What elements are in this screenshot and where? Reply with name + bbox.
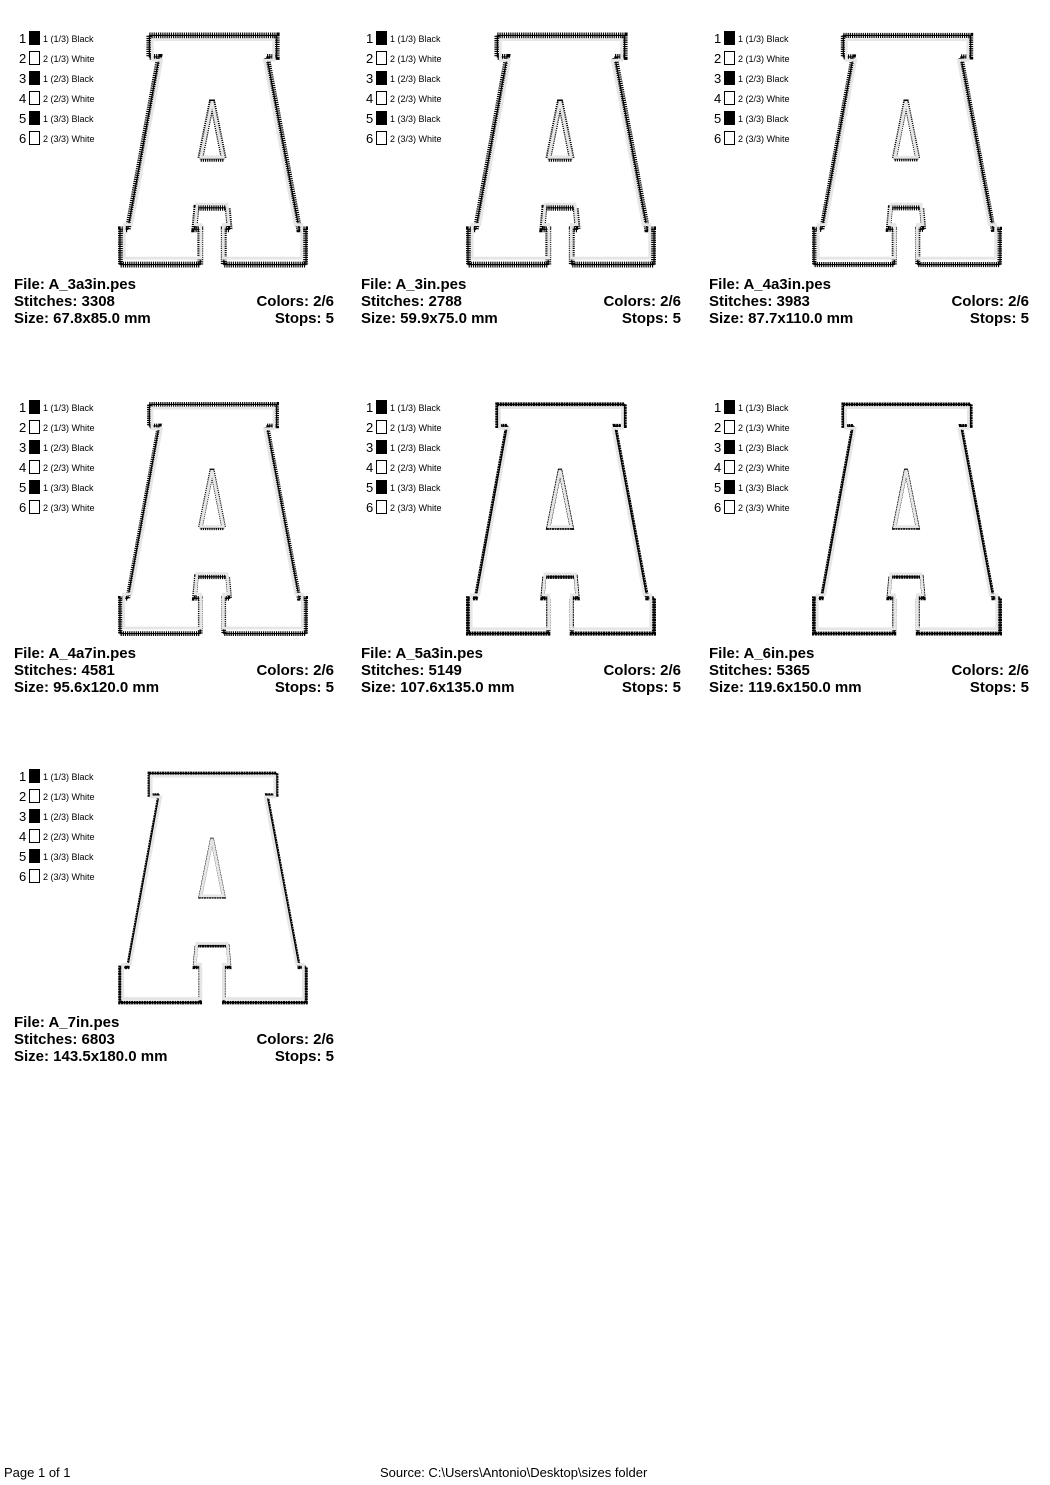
color-count: Colors: 2/6 <box>603 293 681 310</box>
stitch-count: Stitches: 5365 <box>709 662 810 679</box>
color-swatch-black <box>724 440 735 454</box>
design-card <box>14 768 344 1098</box>
legend-number: 1 <box>714 400 722 415</box>
stitch-count: Stitches: 3308 <box>14 293 115 310</box>
design-info <box>14 276 334 327</box>
legend-number: 6 <box>714 131 722 146</box>
legend-label: 2 (3/3) White <box>738 134 790 144</box>
file-name: File: A_7in.pes <box>14 1014 120 1031</box>
color-swatch-white <box>29 500 40 514</box>
stop-count: Stops: 5 <box>969 679 1029 696</box>
legend-number: 5 <box>19 111 27 126</box>
color-swatch-white <box>724 51 735 65</box>
letter-a-icon <box>466 399 656 639</box>
legend-label: 2 (3/3) White <box>390 134 442 144</box>
info-row <box>14 662 334 679</box>
color-swatch-black <box>724 480 735 494</box>
legend-number: 5 <box>19 480 27 495</box>
stitch-count: Stitches: 6803 <box>14 1031 115 1048</box>
legend-label: 2 (1/3) White <box>43 423 95 433</box>
legend-label: 2 (1/3) White <box>43 54 95 64</box>
color-count: Colors: 2/6 <box>256 662 334 679</box>
legend-number: 4 <box>714 460 722 475</box>
legend-number: 3 <box>19 809 27 824</box>
legend-label: 1 (1/3) Black <box>43 403 94 413</box>
color-swatch-white <box>29 460 40 474</box>
color-count: Colors: 2/6 <box>951 662 1029 679</box>
design-info <box>14 645 334 696</box>
color-swatch-black <box>724 71 735 85</box>
legend-number: 3 <box>19 71 27 86</box>
design-card <box>361 399 691 729</box>
legend-number: 4 <box>366 460 374 475</box>
design-card <box>14 399 344 729</box>
stop-count: Stops: 5 <box>621 310 681 327</box>
legend-number: 1 <box>19 769 27 784</box>
legend-label: 1 (3/3) Black <box>738 114 789 124</box>
legend-number: 4 <box>19 91 27 106</box>
info-row <box>14 1031 334 1048</box>
letter-outline <box>814 35 1000 264</box>
info-row <box>14 1048 334 1065</box>
design-size: Size: 95.6x120.0 mm <box>14 679 160 696</box>
design-card <box>709 399 1039 729</box>
file-name: File: A_6in.pes <box>709 645 815 662</box>
color-swatch-black <box>29 400 40 414</box>
legend-label: 2 (3/3) White <box>43 503 95 513</box>
design-size: Size: 119.6x150.0 mm <box>709 679 862 696</box>
stitch-count: Stitches: 4581 <box>14 662 115 679</box>
color-count: Colors: 2/6 <box>256 293 334 310</box>
legend-label: 1 (2/3) Black <box>738 443 789 453</box>
legend-label: 1 (2/3) Black <box>738 74 789 84</box>
design-info <box>709 276 1029 327</box>
legend-label: 1 (3/3) Black <box>43 852 94 862</box>
info-row <box>14 679 334 696</box>
color-count: Colors: 2/6 <box>951 293 1029 310</box>
info-row <box>709 679 1029 696</box>
page-number: Page 1 of 1 <box>4 1465 71 1480</box>
design-size: Size: 107.6x135.0 mm <box>361 679 515 696</box>
color-swatch-white <box>29 829 40 843</box>
letter-outline <box>120 35 306 264</box>
legend-label: 1 (1/3) Black <box>43 34 94 44</box>
legend-number: 1 <box>366 31 374 46</box>
color-swatch-white <box>376 91 387 105</box>
file-name: File: A_3in.pes <box>361 276 467 293</box>
stop-count: Stops: 5 <box>969 310 1029 327</box>
legend-label: 1 (1/3) Black <box>738 34 789 44</box>
legend-label: 1 (2/3) Black <box>390 443 441 453</box>
stop-count: Stops: 5 <box>274 310 334 327</box>
info-row <box>709 293 1029 310</box>
color-swatch-black <box>376 111 387 125</box>
info-row <box>361 679 681 696</box>
color-swatch-white <box>29 420 40 434</box>
color-swatch-black <box>724 31 735 45</box>
legend-number: 4 <box>366 91 374 106</box>
legend-label: 1 (2/3) Black <box>390 74 441 84</box>
color-swatch-black <box>376 480 387 494</box>
color-swatch-white <box>724 460 735 474</box>
legend-number: 6 <box>19 500 27 515</box>
legend-number: 3 <box>19 440 27 455</box>
info-row <box>709 310 1029 327</box>
legend-number: 5 <box>366 111 374 126</box>
info-row <box>709 662 1029 679</box>
legend-label: 2 (1/3) White <box>43 792 95 802</box>
letter-outline <box>120 404 306 633</box>
legend-number: 3 <box>714 71 722 86</box>
letter-outline <box>120 773 306 1002</box>
legend-number: 6 <box>366 131 374 146</box>
legend-label: 2 (1/3) White <box>390 423 442 433</box>
file-name: File: A_4a7in.pes <box>14 645 136 662</box>
legend-label: 1 (2/3) Black <box>43 812 94 822</box>
info-row <box>361 293 681 310</box>
info-row <box>361 310 681 327</box>
legend-label: 1 (3/3) Black <box>390 114 441 124</box>
legend-label: 1 (3/3) Black <box>43 483 94 493</box>
letter-a-icon <box>118 30 308 270</box>
legend-number: 5 <box>714 111 722 126</box>
legend-label: 1 (3/3) Black <box>43 114 94 124</box>
color-swatch-black <box>29 71 40 85</box>
info-row <box>14 310 334 327</box>
file-name: File: A_4a3in.pes <box>709 276 831 293</box>
legend-number: 2 <box>19 789 27 804</box>
letter-outline <box>814 404 1000 633</box>
legend-label: 2 (2/3) White <box>43 832 95 842</box>
color-swatch-white <box>29 131 40 145</box>
legend-number: 3 <box>714 440 722 455</box>
color-swatch-white <box>724 500 735 514</box>
legend-label: 2 (1/3) White <box>390 54 442 64</box>
design-card <box>709 30 1039 360</box>
color-swatch-black <box>376 71 387 85</box>
color-swatch-black <box>29 440 40 454</box>
design-card <box>14 30 344 360</box>
color-swatch-white <box>29 91 40 105</box>
legend-label: 1 (3/3) Black <box>738 483 789 493</box>
color-count: Colors: 2/6 <box>256 1031 334 1048</box>
legend-label: 1 (1/3) Black <box>738 403 789 413</box>
file-name: File: A_5a3in.pes <box>361 645 483 662</box>
legend-number: 6 <box>19 869 27 884</box>
legend-number: 4 <box>714 91 722 106</box>
legend-number: 3 <box>366 71 374 86</box>
design-info <box>709 645 1029 696</box>
color-swatch-white <box>376 460 387 474</box>
color-swatch-white <box>376 420 387 434</box>
stitch-count: Stitches: 2788 <box>361 293 462 310</box>
legend-number: 2 <box>366 51 374 66</box>
stop-count: Stops: 5 <box>274 1048 334 1065</box>
legend-number: 1 <box>714 31 722 46</box>
legend-number: 6 <box>19 131 27 146</box>
legend-label: 2 (1/3) White <box>738 423 790 433</box>
color-swatch-white <box>376 500 387 514</box>
color-swatch-black <box>724 111 735 125</box>
legend-label: 1 (3/3) Black <box>390 483 441 493</box>
legend-label: 2 (1/3) White <box>738 54 790 64</box>
legend-number: 2 <box>714 420 722 435</box>
color-swatch-black <box>29 31 40 45</box>
design-info <box>14 1014 334 1065</box>
color-swatch-black <box>29 849 40 863</box>
color-swatch-black <box>29 480 40 494</box>
legend-label: 2 (2/3) White <box>738 94 790 104</box>
stop-count: Stops: 5 <box>621 679 681 696</box>
legend-number: 5 <box>366 480 374 495</box>
letter-outline <box>468 404 654 633</box>
legend-number: 2 <box>714 51 722 66</box>
info-row <box>14 293 334 310</box>
design-size: Size: 59.9x75.0 mm <box>361 310 498 327</box>
legend-number: 5 <box>714 480 722 495</box>
legend-label: 2 (3/3) White <box>390 503 442 513</box>
legend-number: 2 <box>19 51 27 66</box>
color-swatch-black <box>29 809 40 823</box>
legend-number: 1 <box>19 400 27 415</box>
color-swatch-black <box>376 400 387 414</box>
legend-label: 2 (3/3) White <box>738 503 790 513</box>
letter-a-icon <box>812 30 1002 270</box>
source-path: Source: C:\Users\Antonio\Desktop\sizes folder <box>380 1465 648 1480</box>
legend-number: 4 <box>19 829 27 844</box>
color-swatch-white <box>724 91 735 105</box>
color-swatch-white <box>376 131 387 145</box>
file-name: File: A_3a3in.pes <box>14 276 136 293</box>
letter-a-icon <box>466 30 656 270</box>
legend-number: 5 <box>19 849 27 864</box>
design-size: Size: 87.7x110.0 mm <box>709 310 854 327</box>
legend-number: 2 <box>19 420 27 435</box>
stop-count: Stops: 5 <box>274 679 334 696</box>
color-count: Colors: 2/6 <box>603 662 681 679</box>
legend-label: 2 (2/3) White <box>738 463 790 473</box>
color-swatch-black <box>29 111 40 125</box>
legend-label: 1 (1/3) Black <box>390 403 441 413</box>
legend-label: 2 (2/3) White <box>390 94 442 104</box>
design-info <box>361 276 681 327</box>
color-swatch-white <box>724 420 735 434</box>
color-swatch-black <box>376 31 387 45</box>
color-swatch-white <box>724 131 735 145</box>
stitch-count: Stitches: 5149 <box>361 662 462 679</box>
legend-label: 1 (1/3) Black <box>390 34 441 44</box>
legend-number: 1 <box>19 31 27 46</box>
color-swatch-white <box>29 789 40 803</box>
legend-label: 2 (3/3) White <box>43 872 95 882</box>
color-swatch-black <box>29 769 40 783</box>
color-swatch-black <box>376 440 387 454</box>
color-swatch-black <box>724 400 735 414</box>
letter-a-icon <box>118 768 308 1008</box>
design-size: Size: 67.8x85.0 mm <box>14 310 151 327</box>
letter-a-icon <box>118 399 308 639</box>
legend-label: 2 (2/3) White <box>390 463 442 473</box>
design-card <box>361 30 691 360</box>
legend-label: 1 (2/3) Black <box>43 74 94 84</box>
letter-outline <box>468 35 654 264</box>
design-size: Size: 143.5x180.0 mm <box>14 1048 168 1065</box>
legend-label: 2 (2/3) White <box>43 463 95 473</box>
legend-number: 6 <box>366 500 374 515</box>
legend-number: 2 <box>366 420 374 435</box>
legend-label: 2 (2/3) White <box>43 94 95 104</box>
legend-label: 1 (1/3) Black <box>43 772 94 782</box>
color-swatch-white <box>29 869 40 883</box>
stitch-count: Stitches: 3983 <box>709 293 810 310</box>
letter-a-icon <box>812 399 1002 639</box>
legend-number: 4 <box>19 460 27 475</box>
legend-number: 3 <box>366 440 374 455</box>
legend-number: 6 <box>714 500 722 515</box>
legend-number: 1 <box>366 400 374 415</box>
design-info <box>361 645 681 696</box>
legend-label: 2 (3/3) White <box>43 134 95 144</box>
color-swatch-white <box>29 51 40 65</box>
info-row <box>361 662 681 679</box>
color-swatch-white <box>376 51 387 65</box>
legend-label: 1 (2/3) Black <box>43 443 94 453</box>
